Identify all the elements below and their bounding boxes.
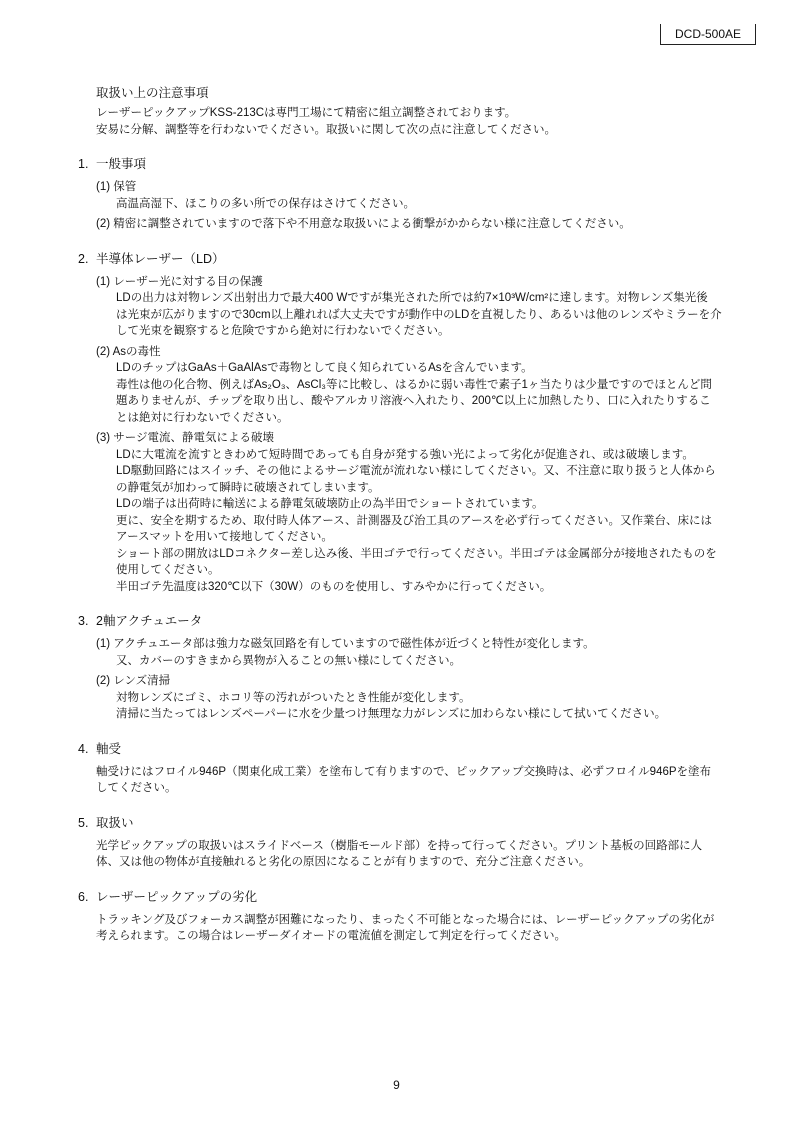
section-heading (78, 612, 756, 630)
section-number: 3. (78, 614, 89, 628)
body-line: LDのチップはGaAs＋GaAlAsで毒物として良く知られているAsを含んでいます。 (116, 362, 533, 374)
section-3 (78, 612, 756, 723)
body-line: 題ありませんが、チップを取り出し、酸やアルカリ溶液へ入れたり、200℃以上に加熱したり、口に入れたりするこ (116, 395, 711, 407)
body-line: 使用してください。 (116, 564, 220, 576)
body-line: 高温高湿下、ほこりの多い所での保存はさけてください。 (116, 197, 415, 210)
subsection-heading: (2) 精密に調整されていますので落下や不用意な取扱いによる衝撃がかからない様に注意してください。 (96, 218, 631, 230)
subsection (96, 179, 756, 212)
subsection-body (116, 653, 756, 670)
subsection-body (116, 690, 756, 723)
subsection-body (116, 290, 756, 340)
section-body (96, 764, 756, 797)
section-2 (78, 250, 756, 596)
section-number: 4. (78, 741, 89, 756)
body-line: トラッキング及びフォーカス調整が困難になったり、まったく不可能となった場合には、レーザーピックアップの劣化が (96, 913, 715, 926)
subsection (96, 636, 756, 669)
section-6 (78, 888, 756, 945)
section-title: 取扱い (96, 815, 134, 830)
subsection-heading: (1) アクチュエータ部は強力な磁気回路を有していますので磁性体が近づくと特性が変化します。 (96, 638, 595, 650)
body-line: LDの出力は対物レンズ出射出力で最大400 Wですが集光された所では約7×10³W/cm²に達します。対物レンズ集光後 (116, 292, 708, 304)
body-line: 更に、安全を期するため、取付時人体アース、計測器及び治工具のアースを必ず行ってください。又作業台、床には (116, 514, 713, 527)
subsection-heading: (1) レーザー光に対する目の保護 (96, 275, 263, 288)
body-line: 半田ゴテ先温度は320℃以下（30W）のものを使用し、すみやかに行ってください。 (116, 580, 552, 593)
section-heading (78, 250, 756, 268)
subsection (96, 344, 756, 427)
subsection-heading: (3) サージ電流、静電気による破壊 (96, 432, 275, 444)
section-title: 軸受 (96, 741, 122, 756)
body-line: 対物レンズにゴミ、ホコリ等の汚れがついたとき性能が変化します。 (116, 691, 471, 704)
body-line: 軸受けにはフロイル946P（関東化成工業）を塗布して有りますので、ピックアップ交換時は、必ずフロイル946Pを塗布 (96, 765, 712, 778)
intro-line: 安易に分解、調整等を行わないでください。取扱いに関して次の点に注意してください。 (96, 123, 556, 136)
section-body (96, 912, 756, 945)
model-number-box: DCD-500AE (660, 24, 756, 45)
intro-block (96, 84, 756, 138)
body-line: 毒性は他の化合物、例えばAs₂O₃、AsCl₃等に比較し、はるかに弱い毒性で素子1ヶ当たりは少量ですのでほとんど問 (116, 378, 712, 391)
section-1 (78, 155, 756, 233)
body-line: 考えられます。この場合はレーザーダイオードの電流値を測定して判定を行ってください。 (96, 930, 566, 942)
body-line: LD駆動回路にはスイッチ、その他によるサージ電流が流れない様にしてください。又、不注意に取り扱うと人体から (116, 465, 716, 477)
subsection-heading: (2) Asの毒性 (96, 345, 161, 358)
page-number: 9 (393, 1078, 400, 1092)
page-title: 取扱い上の注意事項 (96, 86, 209, 100)
body-line: の静電気が加わって瞬時に破壊されてしまいます。 (116, 481, 380, 494)
section-4 (78, 740, 756, 797)
section-heading (78, 888, 756, 906)
subsection-body (116, 196, 756, 213)
body-line: して光束を観察すると危険ですから絶対に行わないでください。 (116, 325, 450, 337)
body-line: 清掃に当たってはレンズペーパーに水を少量つけ無理な力がレンズに加わらない様にして拭いてください。 (116, 708, 667, 720)
section-number: 6. (78, 889, 89, 904)
subsection-body (116, 447, 756, 596)
body-line: 又、カバーのすきまから異物が入ることの無い様にしてください。 (116, 654, 461, 667)
body-line: アースマットを用いて接地してください。 (116, 531, 333, 543)
body-line: 光学ピックアップの取扱いはスライドベース（樹脂モールド部）を持って行ってください。プリント基板の回路部に人 (96, 839, 703, 852)
section-5 (78, 814, 756, 871)
subsection (96, 274, 756, 340)
body-line: LDに大電流を流すときわめて短時間であっても自身が発する強い光によって劣化が促進され、或は破壊します。 (116, 448, 694, 461)
section-number: 5. (78, 815, 89, 830)
section-title: 一般事項 (96, 157, 147, 171)
section-heading (78, 740, 756, 758)
section-heading (78, 814, 756, 832)
body-line: 体、又は他の物体が直接触れると劣化の原因になることが有りますので、充分ご注意ください。 (96, 856, 591, 868)
body-line: してください。 (96, 782, 177, 794)
body-line: とは絶対に行わないでください。 (116, 411, 289, 424)
subsection (96, 673, 756, 723)
section-heading (78, 155, 756, 173)
section-title: レーザーピックアップの劣化 (96, 889, 258, 904)
section-number: 2. (78, 251, 89, 266)
subsection-body (116, 360, 756, 426)
body-line: は光束が広がりますので30cm以上離れれば大丈夫ですが動作中のLDを直視したり、あるいは他のレンズやミラーを介 (116, 308, 722, 321)
subsection-heading: (1) 保管 (96, 181, 137, 193)
body-line: ショート部の開放はLDコネクター差し込み後、半田ゴテで行ってください。半田ゴテは金属部分が接地されたものを (116, 547, 717, 560)
intro-line: レーザーピックアップKSS-213Cは専門工場にて精密に組立調整されております。 (96, 107, 517, 119)
subsection-heading: (2) レンズ清掃 (96, 675, 171, 687)
section-number: 1. (78, 157, 89, 171)
section-title: 2軸アクチュエータ (96, 614, 203, 628)
section-body (96, 838, 756, 871)
body-line: LDの端子は出荷時に輸送による静電気破壊防止の為半田でショートされています。 (116, 498, 544, 510)
section-title: 半導体レーザー（LD） (96, 251, 225, 266)
subsection (96, 430, 756, 595)
document-body (78, 84, 756, 962)
subsection (96, 216, 756, 233)
